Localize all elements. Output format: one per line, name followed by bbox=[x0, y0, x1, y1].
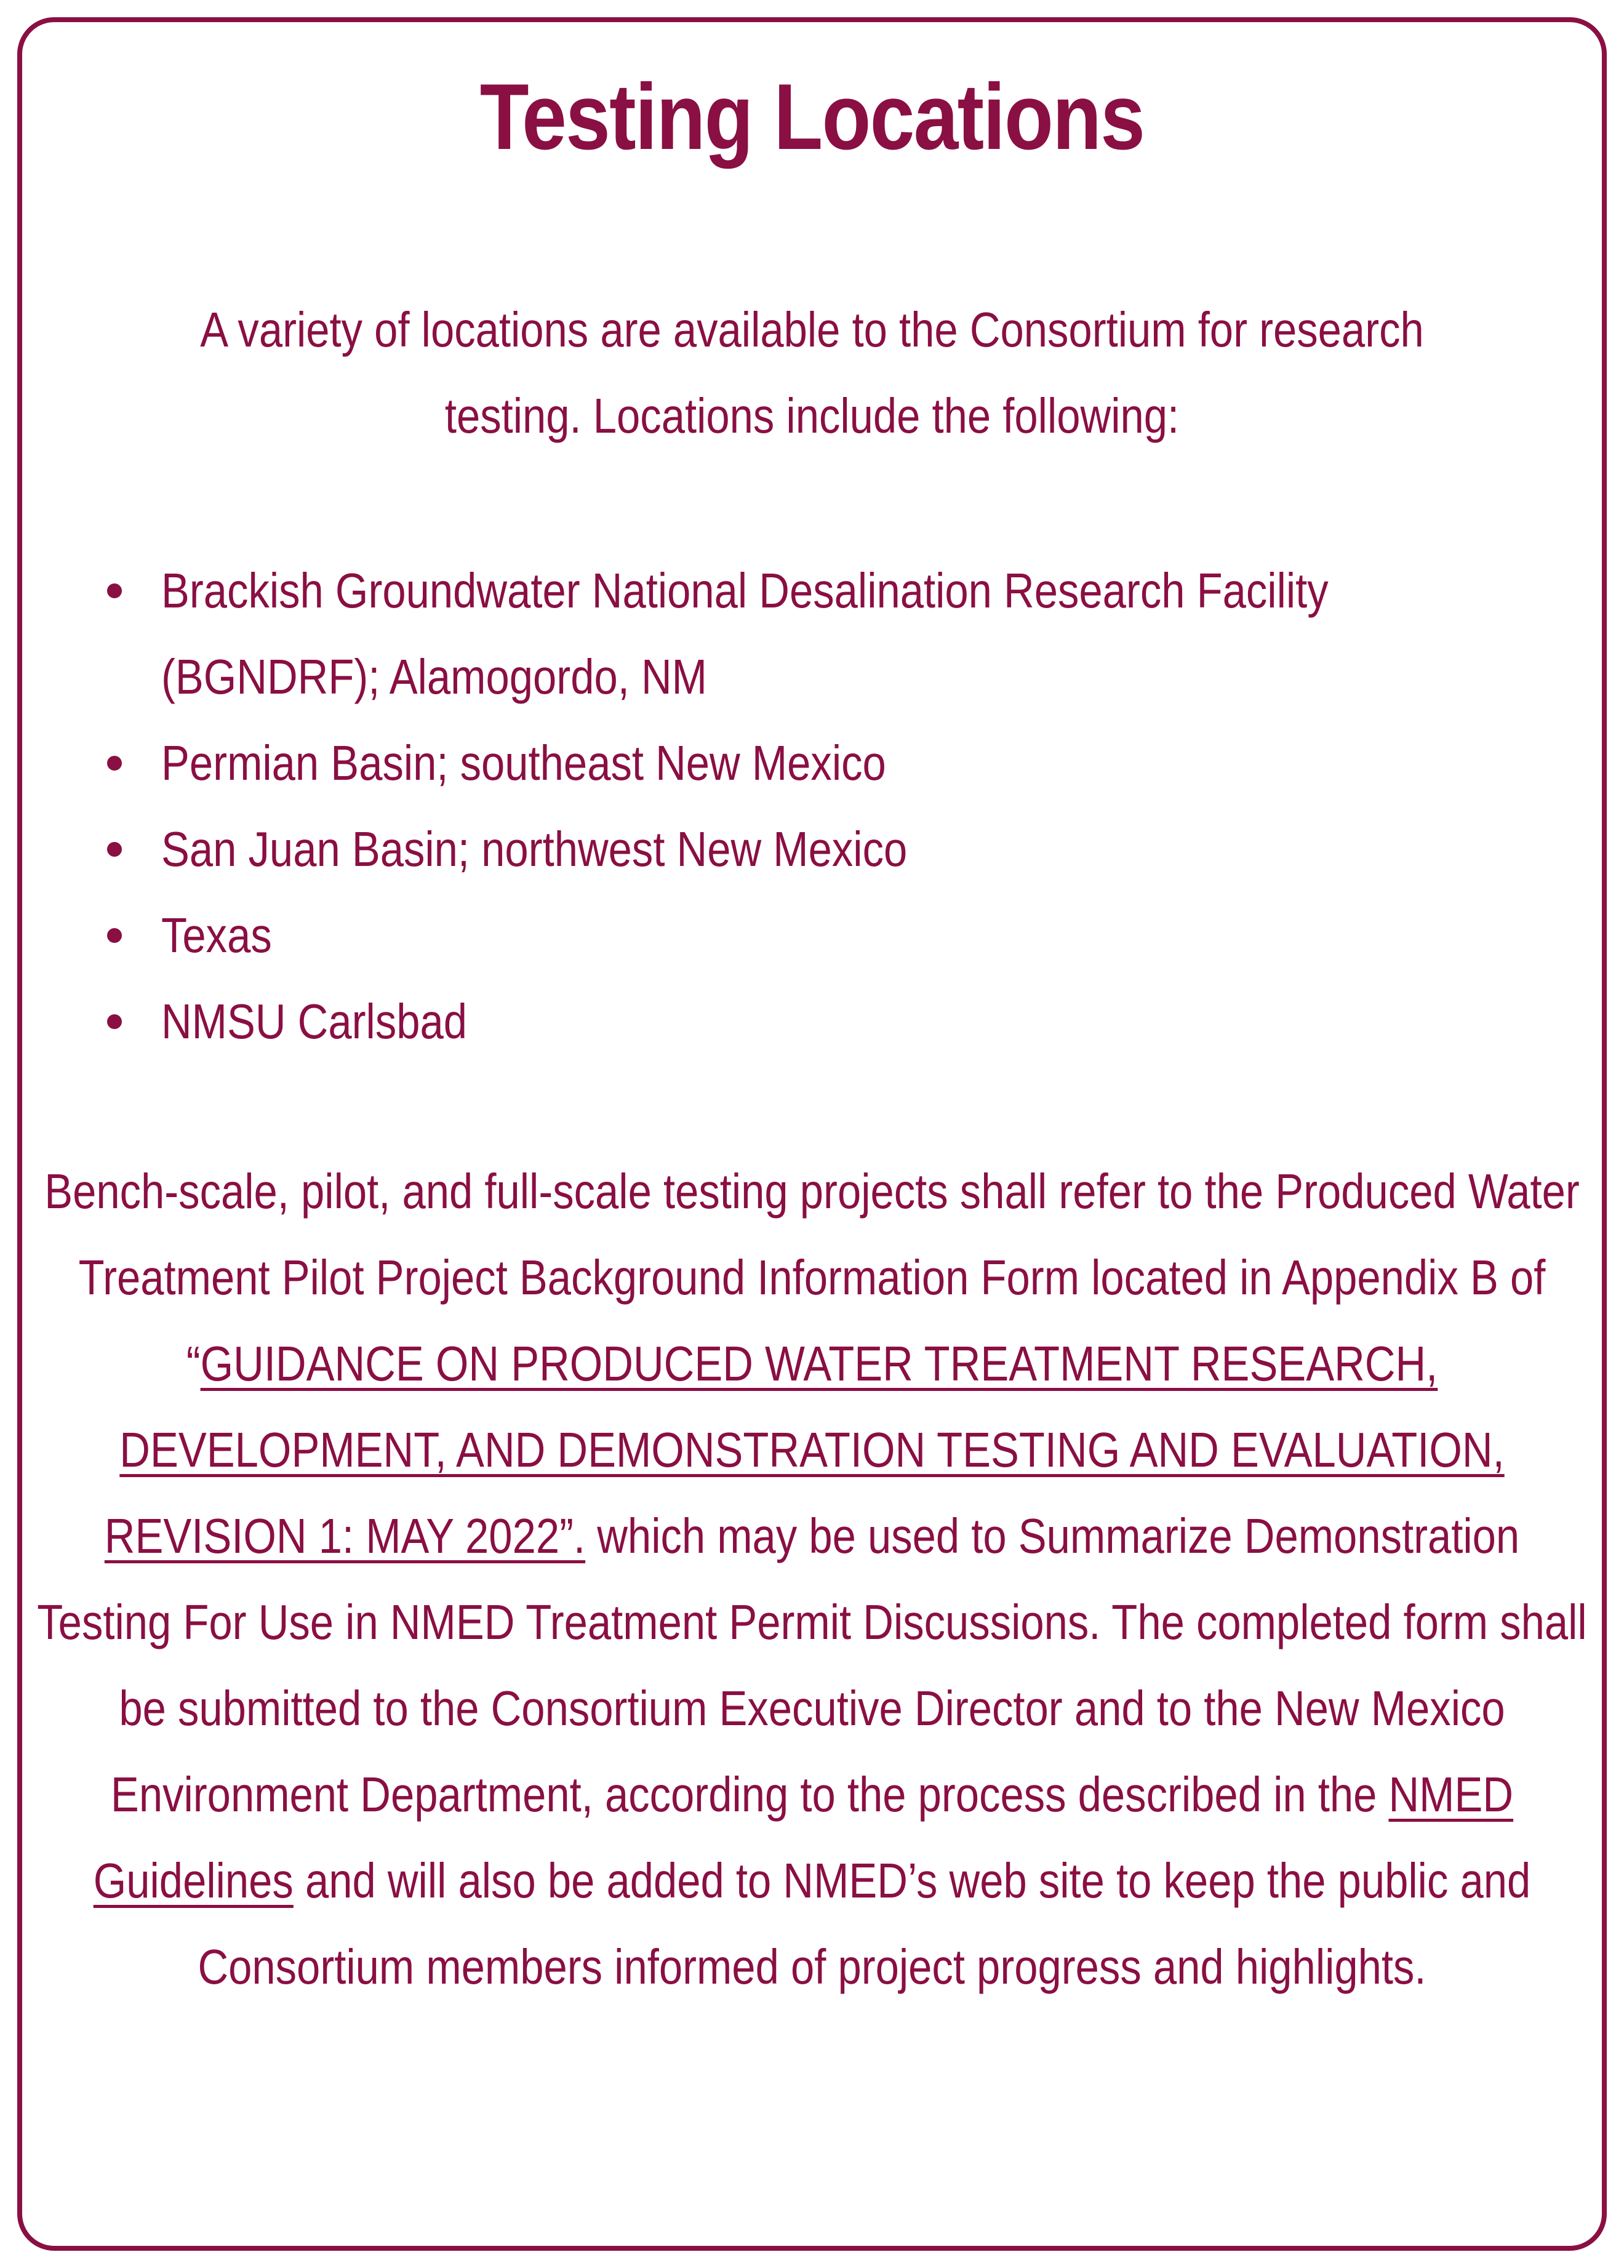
body-paragraph bbox=[37, 1148, 1587, 2010]
location-label: Texas bbox=[161, 908, 272, 963]
list-item bbox=[90, 548, 1567, 720]
body-paragraph-inner bbox=[32, 1148, 1591, 2010]
guidance-document-link[interactable]: GUIDANCE ON PRODUCED WATER TREATMENT RESEARCH, DEVELOPMENT, AND DEMONSTRATION TESTING AND EVALUATION, REVISION 1: MAY 2022”. bbox=[104, 1336, 1505, 1563]
bullet-icon bbox=[107, 842, 122, 857]
location-label: San Juan Basin; northwest New Mexico bbox=[161, 822, 908, 876]
list-item bbox=[90, 720, 1567, 806]
intro-text: A variety of locations are available to the Consortium for research testing. Locations include the following: bbox=[200, 302, 1424, 443]
list-item bbox=[90, 892, 1567, 979]
bullet-icon bbox=[107, 928, 122, 943]
body-text-part2: which may be used to Summarize Demonstration Testing For Use in NMED Treatment Permit Discussions. The completed form shall be submitted to the Consortium Executive Director and to the New Mexico Environment Department, according to the process described in the bbox=[37, 1509, 1587, 1822]
bullet-icon bbox=[107, 756, 122, 771]
location-label: Brackish Groundwater National Desalination Research Facility (BGNDRF); Alamogordo, NM bbox=[161, 563, 1329, 704]
bullet-icon bbox=[107, 583, 122, 598]
locations-list bbox=[90, 548, 1567, 1065]
bullet-icon bbox=[107, 1014, 122, 1029]
body-text-part1: Bench-scale, pilot, and full-scale testing projects shall refer to the Produced Water Treatment Pilot Project Background Information Form located in Appendix B of “ bbox=[44, 1164, 1580, 1391]
location-label: Permian Basin; southeast New Mexico bbox=[161, 735, 886, 790]
page-title: Testing Locations bbox=[479, 65, 1145, 169]
info-card bbox=[17, 17, 1607, 2251]
nmed-guidelines-link[interactable]: NMED Guidelines bbox=[93, 1767, 1514, 1908]
list-item bbox=[90, 979, 1567, 1065]
list-item bbox=[90, 806, 1567, 892]
location-label: NMSU Carlsbad bbox=[161, 994, 468, 1049]
body-text-part3: and will also be added to NMED’s web site to keep the public and Consortium members informed of project progress and highlights. bbox=[198, 1853, 1531, 1994]
